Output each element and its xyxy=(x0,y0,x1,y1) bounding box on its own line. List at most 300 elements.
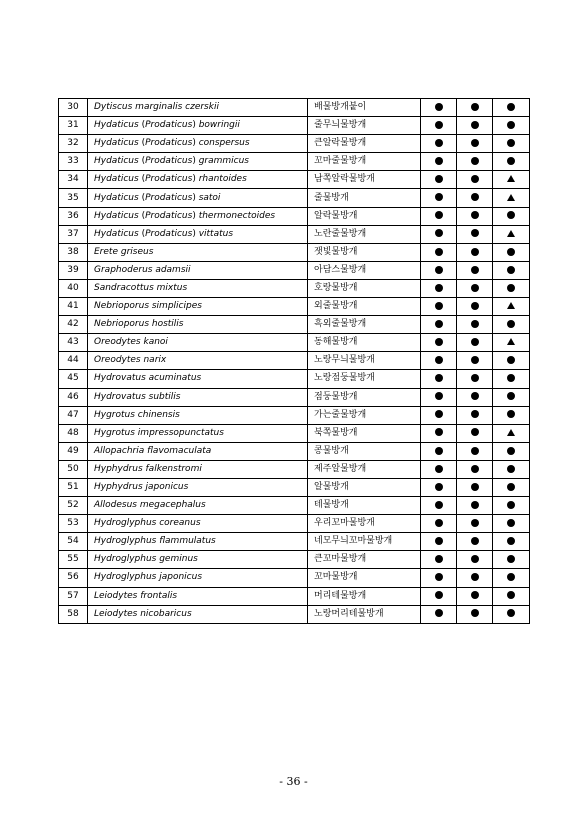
scientific-name-part: Leiodytes nicobaricus xyxy=(94,608,192,619)
status-cell xyxy=(421,569,457,587)
scientific-name-part: Prodaticus xyxy=(145,210,193,221)
filled-circle-icon xyxy=(471,609,479,617)
filled-circle-icon xyxy=(507,157,515,165)
scientific-name xyxy=(88,352,308,370)
scientific-name xyxy=(88,460,308,478)
scientific-name-part: Hydaticus xyxy=(94,192,139,203)
filled-circle-icon xyxy=(471,392,479,400)
filled-circle-icon xyxy=(471,555,479,563)
scientific-name-part: Prodaticus xyxy=(145,138,193,149)
scientific-name-part: Hydroglyphus geminus xyxy=(94,554,198,565)
status-cell xyxy=(457,279,493,297)
status-cell xyxy=(457,189,493,207)
row-number: 31 xyxy=(59,117,88,135)
filled-circle-icon xyxy=(471,501,479,509)
table-row xyxy=(59,316,530,334)
filled-circle-icon xyxy=(435,320,443,328)
status-cell xyxy=(457,533,493,551)
scientific-name-part: satoi xyxy=(198,192,221,203)
filled-circle-icon xyxy=(507,248,515,256)
status-cell xyxy=(493,207,530,225)
scientific-name-part: ) xyxy=(192,120,199,131)
scientific-name-part: Nebrioporus simplicipes xyxy=(94,301,202,312)
status-cell xyxy=(493,424,530,442)
table-row xyxy=(59,424,530,442)
table-row xyxy=(59,279,530,297)
row-number: 41 xyxy=(59,298,88,316)
status-cell xyxy=(493,478,530,496)
scientific-name-part: Hydaticus xyxy=(94,156,139,167)
triangle-icon xyxy=(507,302,515,309)
filled-circle-icon xyxy=(507,447,515,455)
filled-circle-icon xyxy=(435,537,443,545)
status-cell xyxy=(421,497,457,515)
scientific-name-part: ( xyxy=(138,192,146,203)
filled-circle-icon xyxy=(471,175,479,183)
row-number: 30 xyxy=(59,99,88,117)
korean-name: 꼬마물방개 xyxy=(308,569,421,587)
status-cell xyxy=(457,478,493,496)
row-number: 35 xyxy=(59,189,88,207)
status-cell xyxy=(493,551,530,569)
table-row xyxy=(59,388,530,406)
table-row xyxy=(59,352,530,370)
scientific-name-part: Erete griseus xyxy=(94,246,154,257)
status-cell xyxy=(493,406,530,424)
table-row xyxy=(59,243,530,261)
table-row xyxy=(59,406,530,424)
status-cell xyxy=(493,605,530,623)
table-row xyxy=(59,605,530,623)
korean-name: 동해물방개 xyxy=(308,334,421,352)
scientific-name-part: Hydaticus xyxy=(94,120,139,131)
scientific-name xyxy=(88,334,308,352)
status-cell xyxy=(457,497,493,515)
scientific-name-part: Hydroglyphus japonicus xyxy=(94,572,203,583)
status-cell xyxy=(493,261,530,279)
scientific-name-part: ( xyxy=(138,174,146,185)
filled-circle-icon xyxy=(471,519,479,527)
row-number: 37 xyxy=(59,225,88,243)
row-number: 50 xyxy=(59,460,88,478)
status-cell xyxy=(457,587,493,605)
korean-name: 테물방개 xyxy=(308,497,421,515)
filled-circle-icon xyxy=(435,248,443,256)
scientific-name-part: ( xyxy=(138,210,146,221)
scientific-name xyxy=(88,551,308,569)
row-number: 38 xyxy=(59,243,88,261)
triangle-icon xyxy=(507,429,515,436)
scientific-name-part: vittatus xyxy=(198,228,234,239)
status-cell xyxy=(421,370,457,388)
status-cell xyxy=(493,225,530,243)
table-row xyxy=(59,171,530,189)
filled-circle-icon xyxy=(471,211,479,219)
scientific-name xyxy=(88,207,308,225)
scientific-name xyxy=(88,497,308,515)
row-number: 39 xyxy=(59,261,88,279)
row-number: 55 xyxy=(59,551,88,569)
filled-circle-icon xyxy=(435,356,443,364)
status-cell xyxy=(493,316,530,334)
filled-circle-icon xyxy=(435,229,443,237)
filled-circle-icon xyxy=(507,121,515,129)
korean-name: 북쪽물방개 xyxy=(308,424,421,442)
status-cell xyxy=(457,316,493,334)
filled-circle-icon xyxy=(435,609,443,617)
scientific-name xyxy=(88,370,308,388)
filled-circle-icon xyxy=(507,609,515,617)
korean-name: 알물방개 xyxy=(308,478,421,496)
status-cell xyxy=(457,117,493,135)
scientific-name-part: Allopachria flavomaculata xyxy=(94,445,212,456)
korean-name: 외줄물방개 xyxy=(308,298,421,316)
row-number: 44 xyxy=(59,352,88,370)
korean-name: 큰꼬마물방개 xyxy=(308,551,421,569)
filled-circle-icon xyxy=(435,284,443,292)
scientific-name xyxy=(88,279,308,297)
table-row xyxy=(59,225,530,243)
scientific-name xyxy=(88,135,308,153)
filled-circle-icon xyxy=(435,338,443,346)
filled-circle-icon xyxy=(471,591,479,599)
species-table xyxy=(58,98,530,624)
filled-circle-icon xyxy=(507,320,515,328)
korean-name: 잿빛물방개 xyxy=(308,243,421,261)
row-number: 36 xyxy=(59,207,88,225)
status-cell xyxy=(421,334,457,352)
filled-circle-icon xyxy=(471,320,479,328)
row-number: 56 xyxy=(59,569,88,587)
filled-circle-icon xyxy=(471,483,479,491)
status-cell xyxy=(493,533,530,551)
status-cell xyxy=(493,352,530,370)
korean-name: 노랑무늬물방개 xyxy=(308,352,421,370)
scientific-name-part: ( xyxy=(138,156,146,167)
filled-circle-icon xyxy=(435,302,443,310)
scientific-name-part: ) xyxy=(192,174,199,185)
row-number: 43 xyxy=(59,334,88,352)
filled-circle-icon xyxy=(471,447,479,455)
status-cell xyxy=(493,370,530,388)
status-cell xyxy=(421,298,457,316)
status-cell xyxy=(421,243,457,261)
scientific-name xyxy=(88,406,308,424)
table-row xyxy=(59,587,530,605)
status-cell xyxy=(493,243,530,261)
filled-circle-icon xyxy=(435,555,443,563)
row-number: 54 xyxy=(59,533,88,551)
scientific-name xyxy=(88,605,308,623)
status-cell xyxy=(493,515,530,533)
filled-circle-icon xyxy=(471,374,479,382)
filled-circle-icon xyxy=(471,573,479,581)
korean-name: 흑외줄물방개 xyxy=(308,316,421,334)
korean-name: 남쪽알락물방개 xyxy=(308,171,421,189)
scientific-name xyxy=(88,515,308,533)
status-cell xyxy=(457,605,493,623)
page-number: - 36 - xyxy=(279,775,308,788)
table-row xyxy=(59,261,530,279)
scientific-name-part: Oreodytes kanoi xyxy=(94,337,168,348)
filled-circle-icon xyxy=(435,501,443,509)
scientific-name-part: Prodaticus xyxy=(145,174,193,185)
filled-circle-icon xyxy=(471,266,479,274)
filled-circle-icon xyxy=(507,591,515,599)
filled-circle-icon xyxy=(435,157,443,165)
filled-circle-icon xyxy=(507,465,515,473)
scientific-name-part: ( xyxy=(138,228,146,239)
status-cell xyxy=(421,424,457,442)
korean-name: 호랑물방개 xyxy=(308,279,421,297)
scientific-name-part: conspersus xyxy=(198,138,250,149)
scientific-name-part: bowringii xyxy=(198,120,240,131)
filled-circle-icon xyxy=(507,555,515,563)
status-cell xyxy=(421,153,457,171)
korean-name: 노랑점둥물방개 xyxy=(308,370,421,388)
filled-circle-icon xyxy=(435,211,443,219)
table-row xyxy=(59,478,530,496)
row-number: 42 xyxy=(59,316,88,334)
status-cell xyxy=(421,99,457,117)
filled-circle-icon xyxy=(507,211,515,219)
scientific-name-part: Hygrotus chinensis xyxy=(94,409,180,420)
triangle-icon xyxy=(507,194,515,201)
scientific-name xyxy=(88,189,308,207)
table-row xyxy=(59,153,530,171)
status-cell xyxy=(457,298,493,316)
filled-circle-icon xyxy=(471,338,479,346)
filled-circle-icon xyxy=(435,266,443,274)
scientific-name xyxy=(88,243,308,261)
status-cell xyxy=(421,460,457,478)
scientific-name xyxy=(88,298,308,316)
scientific-name-part: Leiodytes frontalis xyxy=(94,590,178,601)
status-cell xyxy=(421,189,457,207)
status-cell xyxy=(493,189,530,207)
status-cell xyxy=(457,424,493,442)
status-cell xyxy=(457,370,493,388)
scientific-name-part: thermonectoides xyxy=(198,210,276,221)
scientific-name-part: Nebrioporus hostilis xyxy=(94,319,184,330)
korean-name: 알락물방개 xyxy=(308,207,421,225)
status-cell xyxy=(457,460,493,478)
scientific-name-part: Hyphydrus japonicus xyxy=(94,482,189,493)
filled-circle-icon xyxy=(507,483,515,491)
table-row xyxy=(59,117,530,135)
filled-circle-icon xyxy=(435,103,443,111)
table-row xyxy=(59,370,530,388)
table-row xyxy=(59,298,530,316)
scientific-name xyxy=(88,442,308,460)
table-row xyxy=(59,334,530,352)
scientific-name-part: Graphoderus adamsii xyxy=(94,264,191,275)
filled-circle-icon xyxy=(471,284,479,292)
filled-circle-icon xyxy=(507,501,515,509)
status-cell xyxy=(457,352,493,370)
row-number: 53 xyxy=(59,515,88,533)
filled-circle-icon xyxy=(507,284,515,292)
scientific-name-part: ) xyxy=(192,192,199,203)
korean-name: 노랑머리테물방개 xyxy=(308,605,421,623)
filled-circle-icon xyxy=(471,410,479,418)
status-cell xyxy=(421,261,457,279)
status-cell xyxy=(421,587,457,605)
status-cell xyxy=(421,388,457,406)
filled-circle-icon xyxy=(507,519,515,527)
table-row xyxy=(59,135,530,153)
status-cell xyxy=(421,478,457,496)
status-cell xyxy=(421,515,457,533)
scientific-name xyxy=(88,388,308,406)
status-cell xyxy=(421,605,457,623)
filled-circle-icon xyxy=(435,573,443,581)
status-cell xyxy=(493,388,530,406)
scientific-name-part: Allodesus megacephalus xyxy=(94,500,206,511)
status-cell xyxy=(421,533,457,551)
table-row xyxy=(59,515,530,533)
filled-circle-icon xyxy=(435,483,443,491)
scientific-name-part: Hygrotus impressopunctatus xyxy=(94,427,224,438)
korean-name: 우리꼬마물방개 xyxy=(308,515,421,533)
korean-name: 줄물방개 xyxy=(308,189,421,207)
table-row xyxy=(59,551,530,569)
filled-circle-icon xyxy=(471,139,479,147)
status-cell xyxy=(493,334,530,352)
filled-circle-icon xyxy=(471,465,479,473)
scientific-name xyxy=(88,261,308,279)
status-cell xyxy=(421,406,457,424)
scientific-name xyxy=(88,316,308,334)
row-number: 46 xyxy=(59,388,88,406)
scientific-name-part: Hydroglyphus coreanus xyxy=(94,518,201,529)
status-cell xyxy=(421,117,457,135)
table-body xyxy=(59,99,530,624)
filled-circle-icon xyxy=(435,121,443,129)
scientific-name xyxy=(88,225,308,243)
scientific-name xyxy=(88,117,308,135)
scientific-name-part: Hydaticus xyxy=(94,210,139,221)
filled-circle-icon xyxy=(471,121,479,129)
scientific-name-part: Sandracottus mixtus xyxy=(94,282,188,293)
scientific-name-part: Hydaticus xyxy=(94,228,139,239)
row-number: 58 xyxy=(59,605,88,623)
korean-name: 꼬마줄물방개 xyxy=(308,153,421,171)
scientific-name-part: ) xyxy=(192,138,199,149)
filled-circle-icon xyxy=(507,356,515,364)
filled-circle-icon xyxy=(435,139,443,147)
triangle-icon xyxy=(507,175,515,182)
row-number: 32 xyxy=(59,135,88,153)
korean-name: 점둥물방개 xyxy=(308,388,421,406)
filled-circle-icon xyxy=(435,591,443,599)
korean-name: 가는줄물방개 xyxy=(308,406,421,424)
filled-circle-icon xyxy=(435,374,443,382)
status-cell xyxy=(457,569,493,587)
status-cell xyxy=(421,135,457,153)
table-row xyxy=(59,569,530,587)
scientific-name-part: Hydrovatus subtilis xyxy=(94,391,181,402)
status-cell xyxy=(457,153,493,171)
status-cell xyxy=(493,442,530,460)
filled-circle-icon xyxy=(471,229,479,237)
filled-circle-icon xyxy=(435,428,443,436)
status-cell xyxy=(421,171,457,189)
status-cell xyxy=(421,316,457,334)
status-cell xyxy=(421,225,457,243)
scientific-name xyxy=(88,569,308,587)
filled-circle-icon xyxy=(471,537,479,545)
status-cell xyxy=(457,225,493,243)
status-cell xyxy=(457,515,493,533)
triangle-icon xyxy=(507,338,515,345)
scientific-name-part: Hydrovatus acuminatus xyxy=(94,373,202,384)
filled-circle-icon xyxy=(435,447,443,455)
filled-circle-icon xyxy=(435,193,443,201)
korean-name: 네모무늬꼬마물방개 xyxy=(308,533,421,551)
filled-circle-icon xyxy=(471,157,479,165)
scientific-name-part: Hydroglyphus flammulatus xyxy=(94,536,216,547)
scientific-name-part: Prodaticus xyxy=(145,192,193,203)
status-cell xyxy=(421,207,457,225)
scientific-name xyxy=(88,153,308,171)
scientific-name-part: rhantoides xyxy=(198,174,247,185)
status-cell xyxy=(493,279,530,297)
scientific-name xyxy=(88,533,308,551)
table-row xyxy=(59,497,530,515)
filled-circle-icon xyxy=(507,139,515,147)
row-number: 47 xyxy=(59,406,88,424)
status-cell xyxy=(457,171,493,189)
row-number: 51 xyxy=(59,478,88,496)
korean-name: 머리테물방개 xyxy=(308,587,421,605)
triangle-icon xyxy=(507,230,515,237)
scientific-name xyxy=(88,587,308,605)
table-row xyxy=(59,189,530,207)
status-cell xyxy=(493,135,530,153)
scientific-name xyxy=(88,424,308,442)
scientific-name xyxy=(88,99,308,117)
table-row xyxy=(59,207,530,225)
scientific-name-part: ) xyxy=(192,228,199,239)
filled-circle-icon xyxy=(471,248,479,256)
scientific-name xyxy=(88,171,308,189)
status-cell xyxy=(493,569,530,587)
row-number: 48 xyxy=(59,424,88,442)
row-number: 52 xyxy=(59,497,88,515)
korean-name: 큰알락물방개 xyxy=(308,135,421,153)
row-number: 40 xyxy=(59,279,88,297)
scientific-name-part: Hydaticus xyxy=(94,174,139,185)
status-cell xyxy=(493,587,530,605)
filled-circle-icon xyxy=(435,175,443,183)
scientific-name-part: Prodaticus xyxy=(145,156,193,167)
table-row xyxy=(59,99,530,117)
korean-name: 콩물방개 xyxy=(308,442,421,460)
korean-name: 줄무늬물방개 xyxy=(308,117,421,135)
filled-circle-icon xyxy=(435,410,443,418)
status-cell xyxy=(493,99,530,117)
scientific-name-part: ) xyxy=(192,156,199,167)
table-row xyxy=(59,533,530,551)
filled-circle-icon xyxy=(507,410,515,418)
filled-circle-icon xyxy=(507,392,515,400)
status-cell xyxy=(457,388,493,406)
korean-name: 노란줄물방개 xyxy=(308,225,421,243)
status-cell xyxy=(493,460,530,478)
status-cell xyxy=(493,153,530,171)
status-cell xyxy=(457,551,493,569)
